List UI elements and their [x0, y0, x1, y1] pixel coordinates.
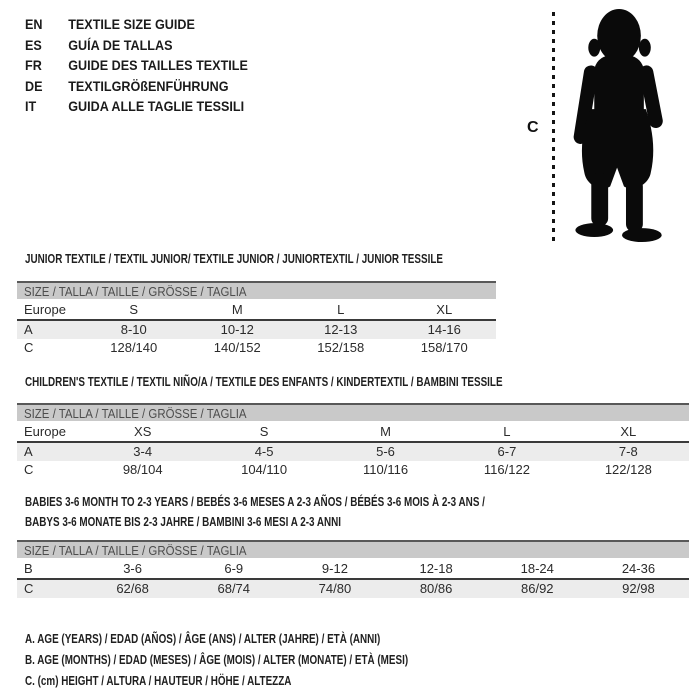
size-value-cell: 80/86 [419, 581, 453, 596]
language-code: ES [25, 36, 42, 53]
table-size-header-text: SIZE / TALLA / TAILLE / GRÖSSE / TAGLIA [24, 543, 247, 558]
size-value-cell: 62/68 [116, 581, 149, 596]
table-header-row [17, 560, 689, 580]
language-code: DE [25, 77, 43, 94]
table-header-row [17, 301, 496, 321]
legend-line: C. (cm) HEIGHT / ALTURA / HAUTEUR / HÖHE / ALTEZZA [25, 673, 292, 688]
height-measure-label: C [527, 119, 539, 136]
language-row [25, 35, 248, 56]
table-title-line: BABIES 3-6 MONTH TO 2-3 YEARS / BEBÉS 3-6 MESES A 2-3 AÑOS / BÉBÉS 3-6 MOIS À 2-3 ANS / [25, 494, 485, 509]
column-header-cell: 12-18 [419, 561, 453, 576]
language-code: IT [25, 98, 37, 114]
legend [25, 628, 529, 691]
size-value-cell: 6-7 [497, 444, 517, 459]
legend-line: B. AGE (MONTHS) / EDAD (MESES) / ÂGE (MOIS) / ALTER (MONATE) / ETÀ (MESI) [25, 652, 409, 667]
size-value-cell: 110/116 [362, 462, 409, 477]
table-title [25, 249, 575, 269]
language-list [25, 14, 248, 117]
row-label: C [24, 581, 34, 596]
table-size-header [17, 403, 689, 421]
legend-line: A. AGE (YEARS) / EDAD (AÑOS) / ÂGE (ANS) / ALTER (JAHRE) / ETÀ (ANNI) [25, 631, 381, 646]
table-row [17, 461, 689, 479]
size-value-cell: 158/170 [420, 340, 468, 355]
table-header-row [17, 423, 689, 443]
size-value-cell: 7-8 [618, 444, 638, 459]
height-measure-dotted-line [552, 12, 555, 243]
column-header-cell: L [337, 302, 345, 317]
column-header-cell: 6-9 [224, 561, 244, 576]
language-name: GUIDE DES TAILLES TEXTILE [68, 57, 248, 73]
table-title-line: CHILDREN'S TEXTILE / TEXTIL NIÑO/A / TEXTILE DES ENFANTS / KINDERTEXTIL / BAMBINI TESSILE [25, 374, 503, 389]
language-code: EN [25, 16, 43, 32]
size-value-cell: 12-13 [324, 322, 358, 337]
row-label: Europe [24, 424, 66, 439]
table-row [17, 443, 689, 461]
table-row [17, 321, 496, 339]
size-value-cell: 5-6 [376, 444, 395, 459]
table-size-header [17, 281, 496, 299]
column-header-cell: XS [134, 424, 152, 439]
row-label: C [24, 462, 34, 477]
column-header-cell: M [380, 424, 391, 439]
row-label: A [24, 444, 33, 459]
size-value-cell: 140/152 [213, 340, 261, 355]
language-name: GUÍA DE TALLAS [68, 36, 173, 53]
size-value-cell: 122/128 [604, 462, 652, 477]
size-value-cell: 4-5 [254, 444, 274, 459]
column-header-cell: 18-24 [520, 561, 554, 576]
size-value-cell: 68/74 [217, 581, 251, 596]
language-row [25, 14, 248, 35]
size-value-cell: 74/80 [318, 581, 352, 596]
table-title-line: JUNIOR TEXTILE / TEXTIL JUNIOR/ TEXTILE JUNIOR / JUNIORTEXTIL / JUNIOR TESSILE [25, 251, 443, 266]
language-name: TEXTILGRÖßENFÜHRUNG [68, 77, 229, 94]
column-header-cell: S [129, 302, 139, 317]
size-value-cell: 14-16 [427, 322, 461, 337]
size-value-cell: 152/158 [317, 340, 365, 355]
toddler-silhouette-icon [558, 6, 692, 244]
table-size-header [17, 540, 689, 558]
table-grid [17, 281, 496, 357]
table-size-header-text: SIZE / TALLA / TAILLE / GRÖSSE / TAGLIA [24, 284, 247, 299]
size-value-cell: 116/122 [483, 462, 530, 477]
row-label: B [24, 561, 33, 576]
size-value-cell: 3-4 [133, 444, 153, 459]
table-row [17, 339, 496, 357]
size-value-cell: 92/98 [622, 581, 655, 596]
table-size-header-text: SIZE / TALLA / TAILLE / GRÖSSE / TAGLIA [24, 406, 247, 421]
size-value-cell: 128/140 [110, 340, 158, 355]
row-label: Europe [24, 302, 66, 317]
language-code: FR [25, 57, 42, 73]
language-row [25, 55, 248, 76]
column-header-cell: S [259, 424, 269, 439]
size-value-cell: 86/92 [521, 581, 554, 596]
column-header-cell: 3-6 [123, 561, 142, 576]
size-value-cell: 98/104 [122, 462, 163, 477]
column-header-cell: L [503, 424, 511, 439]
language-name: GUIDA ALLE TAGLIE TESSILI [68, 98, 245, 114]
size-value-cell: 8-10 [120, 322, 147, 337]
column-header-cell: 24-36 [621, 561, 656, 576]
table-row [17, 580, 689, 598]
table-title [25, 372, 653, 392]
column-header-cell: XL [620, 424, 637, 439]
table-grid [17, 403, 689, 479]
language-name: TEXTILE SIZE GUIDE [68, 16, 195, 32]
size-value-cell: 104/110 [241, 462, 288, 477]
column-header-cell: 9-12 [321, 561, 348, 576]
size-value-cell: 10-12 [220, 322, 254, 337]
language-row [25, 96, 248, 117]
row-label: C [24, 340, 34, 355]
table-title-line: BABYS 3-6 MONATE BIS 2-3 JAHRE / BAMBINI 3-6 MESI A 2-3 ANNI [25, 514, 342, 529]
table-title [25, 492, 630, 532]
column-header-cell: XL [436, 302, 453, 317]
table-grid [17, 540, 689, 598]
column-header-cell: M [231, 302, 243, 317]
row-label: A [24, 322, 33, 337]
language-row [25, 76, 248, 97]
